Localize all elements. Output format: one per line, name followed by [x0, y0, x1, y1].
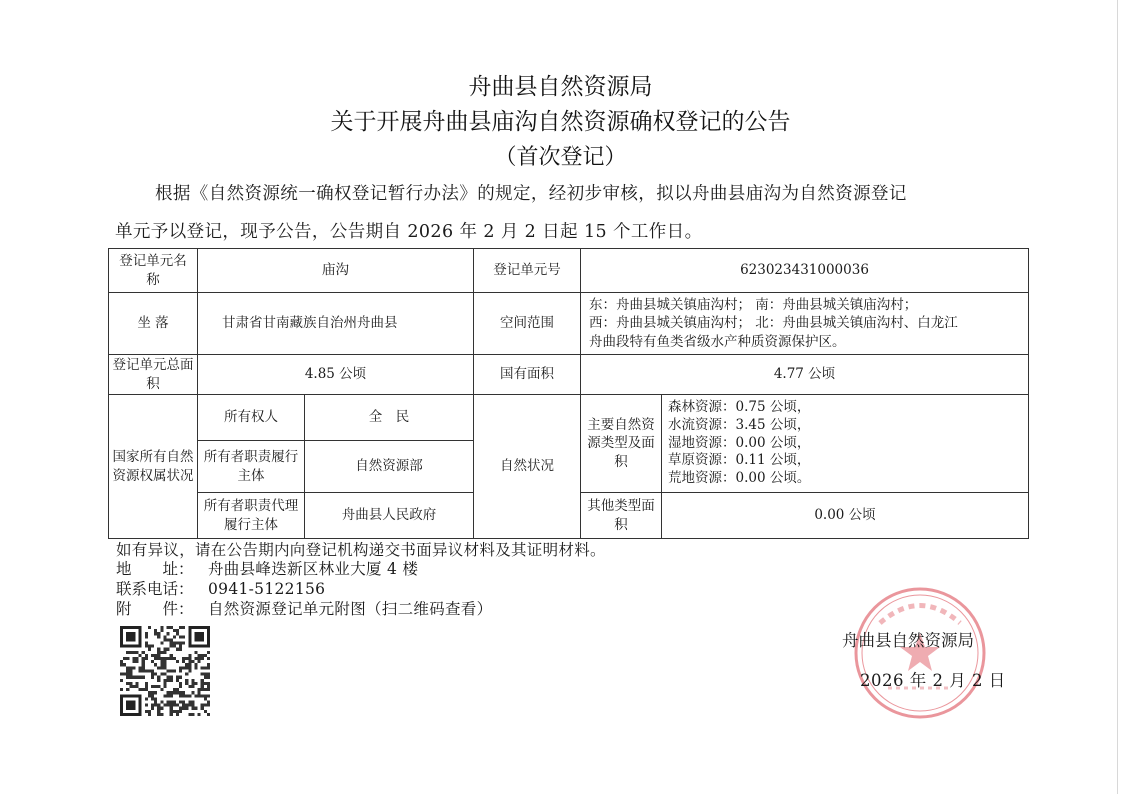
- objection-note: 如有异议，请在公告期内向登记机构递交书面异议材料及其证明材料。: [116, 541, 606, 559]
- address-label: 地 址：: [116, 560, 194, 578]
- address-value: 舟曲县峰迭新区林业大厦 4 楼: [208, 560, 419, 578]
- resources-list: [662, 399, 1028, 489]
- issuer-title: 舟曲县自然资源局: [468, 74, 653, 100]
- resource-item: 草原资源：0.11 公顷，: [668, 452, 811, 469]
- table-row: [109, 293, 1029, 355]
- unit-no-label: 登记单元号: [474, 249, 581, 293]
- agent-label: 所有者职责代理履行主体: [198, 493, 305, 539]
- state-area-label: 国有面积: [474, 355, 581, 395]
- official-seal-icon: [850, 583, 990, 723]
- signature-organization: 舟曲县自然资源局: [842, 631, 974, 650]
- resources-cell: [662, 395, 1029, 493]
- location-label: 坐 落: [109, 293, 198, 355]
- attachment-label: 附 件：: [116, 600, 194, 618]
- nature-label: 自然状况: [474, 395, 581, 539]
- ownership-label: 国家所有自然资源权属状况: [109, 395, 198, 539]
- table-row: [109, 355, 1029, 395]
- phone-value: 0941-5122156: [208, 580, 326, 598]
- duty-value: 自然资源部: [305, 441, 474, 493]
- agent-value: 舟曲县人民政府: [305, 493, 474, 539]
- scope-label: 空间范围: [474, 293, 581, 355]
- phone-line: [116, 580, 325, 599]
- address-line: [116, 560, 418, 579]
- main-types-label: 主要自然资源类型及面积: [581, 395, 662, 493]
- resource-item: 森林资源：0.75 公顷，: [668, 398, 811, 415]
- total-area-label: 登记单元总面积: [109, 355, 198, 395]
- notice-subtitle: （首次登记）: [494, 145, 627, 170]
- owner-value: 全 民: [305, 395, 474, 441]
- scope-value: [581, 293, 1029, 355]
- qr-code-icon[interactable]: [120, 626, 210, 716]
- signature-date: 2026 年 2 月 2 日: [860, 671, 1006, 690]
- table-row: [109, 249, 1029, 293]
- other-area-value: 0.00 公顷: [662, 493, 1029, 539]
- notice-paragraph-1: 根据《自然资源统一确权登记暂行办法》的规定，经初步审核，拟以舟曲县庙沟为自然资源登记: [155, 184, 907, 204]
- attachment-value: 自然资源登记单元附图（扫二维码查看）: [208, 600, 493, 618]
- unit-name-value: 庙沟: [198, 249, 474, 293]
- phone-label: 联系电话：: [116, 580, 194, 598]
- total-area-value: 4.85 公顷: [198, 355, 474, 395]
- resource-item: 湿地资源：0.00 公顷，: [668, 434, 811, 451]
- scope-line: 西：舟曲县城关镇庙沟村； 北：舟曲县城关镇庙沟村、白龙江: [589, 315, 958, 332]
- state-area-value: 4.77 公顷: [581, 355, 1029, 395]
- location-value: 甘肃省甘南藏族自治州舟曲县: [198, 293, 474, 355]
- registration-table: [108, 248, 1029, 539]
- other-types-label: 其他类型面 积: [581, 493, 662, 539]
- resource-item: 水流资源：3.45 公顷，: [668, 416, 811, 433]
- attachment-line: [116, 600, 492, 619]
- duty-label: 所有者职责履行主体: [198, 441, 305, 493]
- notice-paragraph-2: 单元予以登记，现予公告，公告期自 2026 年 2 月 2 日起 15 个工作日。: [115, 222, 703, 242]
- table-row: [109, 395, 1029, 441]
- unit-no-value: 623023431000036: [581, 249, 1029, 293]
- scope-line: 东：舟曲县城关镇庙沟村； 南：舟曲县城关镇庙沟村；: [589, 297, 918, 314]
- scope-line: 舟曲段特有鱼类省级水产种质资源保护区。: [589, 333, 846, 350]
- unit-name-label: 登记单元名 称: [109, 249, 198, 293]
- owner-label: 所有权人: [198, 395, 305, 441]
- notice-title: 关于开展舟曲县庙沟自然资源确权登记的公告: [330, 109, 791, 135]
- resource-item: 荒地资源：0.00 公顷。: [668, 470, 811, 487]
